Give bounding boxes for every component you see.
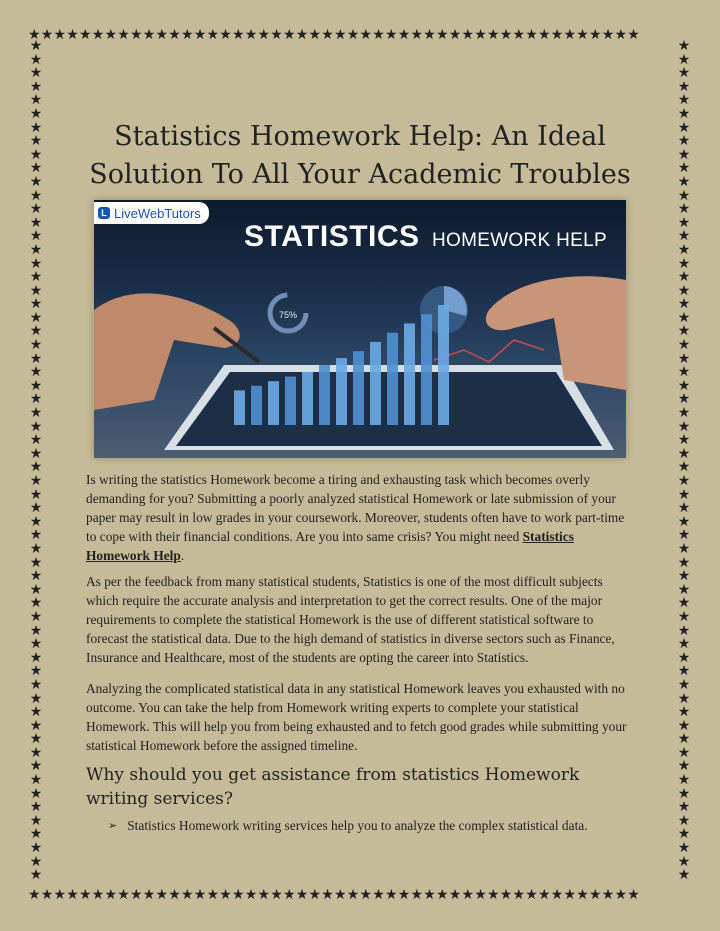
bar	[370, 342, 381, 425]
bar	[353, 351, 364, 425]
title-line-2: Solution To All Your Academic Troubles	[89, 159, 631, 190]
bar	[421, 314, 432, 425]
paragraph-1-end: .	[180, 548, 185, 563]
bar	[285, 377, 296, 425]
bar	[251, 386, 262, 425]
hero-headline: STATISTICS	[244, 220, 420, 253]
bottom-star-border: ★★★★★★★★★★★★★★★★★★★★★★★★★★★★★★★★★★★★★★★★★★★★★★★★	[28, 888, 641, 903]
trend-line	[434, 340, 544, 362]
logo-icon: L	[98, 207, 110, 219]
logo-text: LiveWebTutors	[114, 205, 201, 221]
brand-logo	[94, 202, 209, 224]
document-page	[62, 60, 658, 880]
left-star-border: ★ ★ ★ ★ ★ ★ ★ ★ ★ ★ ★ ★ ★ ★ ★ ★ ★ ★ ★ ★ ★ ★ ★ ★ ★ ★ ★ ★ ★ ★ ★ ★ ★ ★ ★ ★ ★ ★ ★ ★ ★ ★ ★ ★ ★ ★ ★ ★ ★ ★ ★ ★ ★ ★ ★ ★ ★ ★ ★ ★ ★ ★	[29, 40, 43, 884]
hero-subheadline: HOMEWORK HELP	[432, 230, 607, 251]
bar	[438, 305, 449, 425]
gauge-percent: 75%	[278, 310, 297, 320]
paragraph-1	[86, 470, 638, 565]
title-line-1: Statistics Homework Help: An Ideal	[114, 121, 606, 152]
bar	[404, 323, 415, 425]
paragraph-2-text: As per the feedback from many statistical students, Statistics is one of the most difficult subjects which require the accurate analysis and interpretation to get the correct results. One of the major requirements to complete the statistical Homework is the use of different statistical software to forecast the statistical data. Due to the high demand of statistics in diverse sectors such as Finance, Insurance and Healthcare, most of the students are opting the career into Statistics.	[86, 574, 615, 665]
bar	[336, 358, 347, 425]
bar	[387, 333, 398, 425]
bar	[302, 372, 313, 425]
paragraph-3-text: Analyzing the complicated statistical data in any statistical Homework leaves you exhausted with no outcome. You can take the help from Homework writing experts to complete your statistical Homework. This will help you from being exhausted and to fetch good grades while submitting your statistical Homework before the assigned timeline.	[86, 681, 627, 753]
paragraph-3	[86, 679, 638, 755]
document-title	[62, 118, 658, 194]
right-star-border: ★ ★ ★ ★ ★ ★ ★ ★ ★ ★ ★ ★ ★ ★ ★ ★ ★ ★ ★ ★ ★ ★ ★ ★ ★ ★ ★ ★ ★ ★ ★ ★ ★ ★ ★ ★ ★ ★ ★ ★ ★ ★ ★ ★ ★ ★ ★ ★ ★ ★ ★ ★ ★ ★ ★ ★ ★ ★ ★ ★ ★ ★	[677, 40, 691, 884]
section-heading: Why should you get assistance from statistics Homework writing services?	[86, 765, 580, 809]
statistics-homework-help-link[interactable]: Statistics Homework Help	[86, 529, 574, 563]
list-item-text: Statistics Homework writing services help you to analyze the complex statistical data.	[127, 818, 588, 833]
bar	[234, 390, 245, 425]
hero-image	[94, 200, 626, 458]
bar	[268, 381, 279, 425]
bar	[319, 365, 330, 425]
arrow-bullet-icon: ➢	[108, 819, 118, 832]
paragraph-1-text: Is writing the statistics Homework become a tiring and exhausting task which becomes overly demanding for you? Submitting a poorly analyzed statistical Homework or late submission of your paper may result in low grades in your coursework. Moreover, students often have to work part-time to cope with their financial conditions. Are you into same crisis? You might need	[86, 472, 625, 544]
top-star-border: ★★★★★★★★★★★★★★★★★★★★★★★★★★★★★★★★★★★★★★★★★★★★★★★★	[28, 28, 641, 43]
paragraph-2	[86, 572, 638, 667]
list-item	[108, 816, 638, 835]
